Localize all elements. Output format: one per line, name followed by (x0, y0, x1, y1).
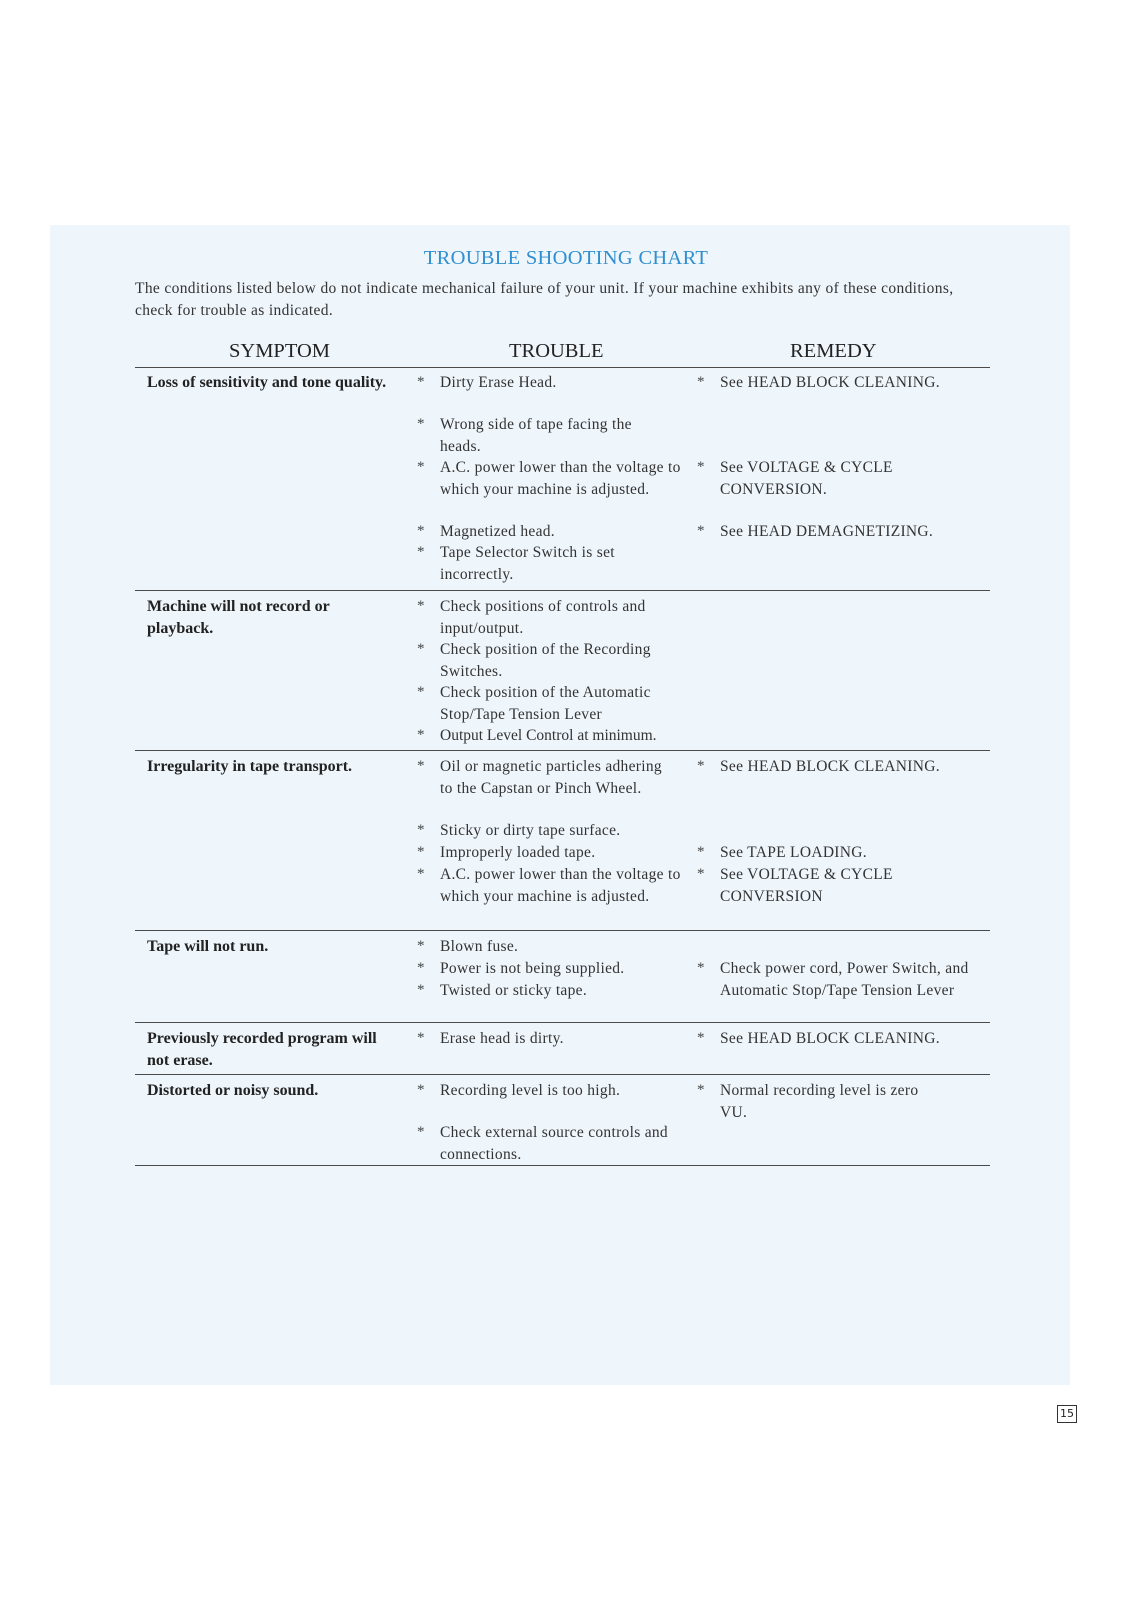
trouble-item: Wrong side of tape facing the heads. (440, 416, 632, 455)
trouble-item: A.C. power lower than the voltage to which your machine is adjusted. (440, 459, 681, 498)
page-title: TROUBLE SHOOTING CHART (423, 247, 709, 269)
trouble-item: Check position of the Automatic Stop/Tape Tension Lever (440, 684, 651, 723)
table-rule (135, 1165, 990, 1166)
bullet-star: * (417, 598, 425, 614)
remedy-item: See TAPE LOADING. (720, 844, 867, 861)
symptom-cell: Previously recorded program will not erase. (147, 1030, 377, 1069)
trouble-item: Erase head is dirty. (440, 1030, 564, 1047)
symptom-cell: Irregularity in tape transport. (147, 758, 353, 775)
page-number: 15 (1057, 1405, 1077, 1423)
table-rule (135, 1022, 990, 1023)
bullet-star: * (697, 1082, 705, 1098)
remedy-item: Normal recording level is zero VU. (720, 1082, 919, 1121)
remedy-item: See HEAD DEMAGNETIZING. (720, 523, 934, 540)
bullet-star: * (417, 641, 425, 657)
bullet-star: * (697, 866, 705, 882)
symptom-cell: Machine will not record or playback. (147, 598, 330, 637)
remedy-item: Check power cord, Power Switch, and Automatic Stop/Tape Tension Lever (720, 960, 969, 999)
table-rule (135, 930, 990, 931)
bullet-star: * (697, 960, 705, 976)
remedy-item: See HEAD BLOCK CLEANING. (720, 1030, 940, 1047)
bullet-star: * (697, 374, 705, 390)
bullet-star: * (697, 523, 705, 539)
remedy-item: See HEAD BLOCK CLEANING. (720, 758, 940, 775)
remedy-item: See VOLTAGE & CYCLE CONVERSION. (720, 459, 893, 498)
trouble-item: Magnetized head. (440, 523, 555, 540)
bullet-star: * (417, 544, 425, 560)
trouble-item: Power is not being supplied. (440, 960, 625, 977)
remedy-item: See HEAD BLOCK CLEANING. (720, 374, 940, 391)
trouble-item: Dirty Erase Head. (440, 374, 557, 391)
table-rule (135, 590, 990, 591)
bullet-star: * (417, 727, 425, 743)
trouble-item: Improperly loaded tape. (440, 844, 596, 861)
bullet-star: * (417, 523, 425, 539)
bullet-star: * (417, 982, 425, 998)
trouble-item: Tape Selector Switch is set incorrectly. (440, 544, 615, 583)
bullet-star: * (417, 844, 425, 860)
bullet-star: * (697, 758, 705, 774)
bullet-star: * (417, 758, 425, 774)
column-headers (135, 340, 990, 364)
table-rule (135, 367, 990, 368)
header-trouble: TROUBLE (509, 340, 604, 362)
trouble-item: A.C. power lower than the voltage to which your machine is adjusted. (440, 866, 681, 905)
trouble-item: Recording level is too high. (440, 1082, 621, 1099)
trouble-item: Check position of the Recording Switches. (440, 641, 651, 680)
header-symptom: SYMPTOM (229, 340, 331, 362)
bullet-star: * (417, 866, 425, 882)
bullet-star: * (417, 459, 425, 475)
bullet-star: * (697, 459, 705, 475)
trouble-item: Twisted or sticky tape. (440, 982, 588, 999)
trouble-item: Sticky or dirty tape surface. (440, 822, 621, 839)
chart-background (50, 225, 1070, 1385)
bullet-star: * (697, 1030, 705, 1046)
trouble-item: Oil or magnetic particles adhering to the Capstan or Pinch Wheel. (440, 758, 662, 797)
trouble-item: Check positions of controls and input/output. (440, 598, 646, 637)
table-rule (135, 1074, 990, 1075)
symptom-cell: Tape will not run. (147, 938, 269, 955)
bullet-star: * (417, 822, 425, 838)
trouble-item: Check external source controls and connections. (440, 1124, 668, 1163)
bullet-star: * (417, 1030, 425, 1046)
bullet-star: * (417, 416, 425, 432)
bullet-star: * (417, 684, 425, 700)
remedy-item: See VOLTAGE & CYCLE CONVERSION (720, 866, 893, 905)
bullet-star: * (417, 1124, 425, 1140)
table-rule (135, 750, 990, 751)
bullet-star: * (417, 938, 425, 954)
header-remedy: REMEDY (790, 340, 877, 362)
bullet-star: * (417, 374, 425, 390)
bullet-star: * (417, 1082, 425, 1098)
bullet-star: * (697, 844, 705, 860)
intro-paragraph: The conditions listed below do not indicate mechanical failure of your unit. If your machine exhibits any of these conditions, check for trouble as indicated. (135, 280, 954, 319)
symptom-cell: Loss of sensitivity and tone quality. (147, 374, 387, 391)
symptom-cell: Distorted or noisy sound. (147, 1082, 319, 1099)
trouble-item: Output Level Control at minimum. (440, 727, 657, 744)
bullet-star: * (417, 960, 425, 976)
trouble-item: Blown fuse. (440, 938, 519, 955)
